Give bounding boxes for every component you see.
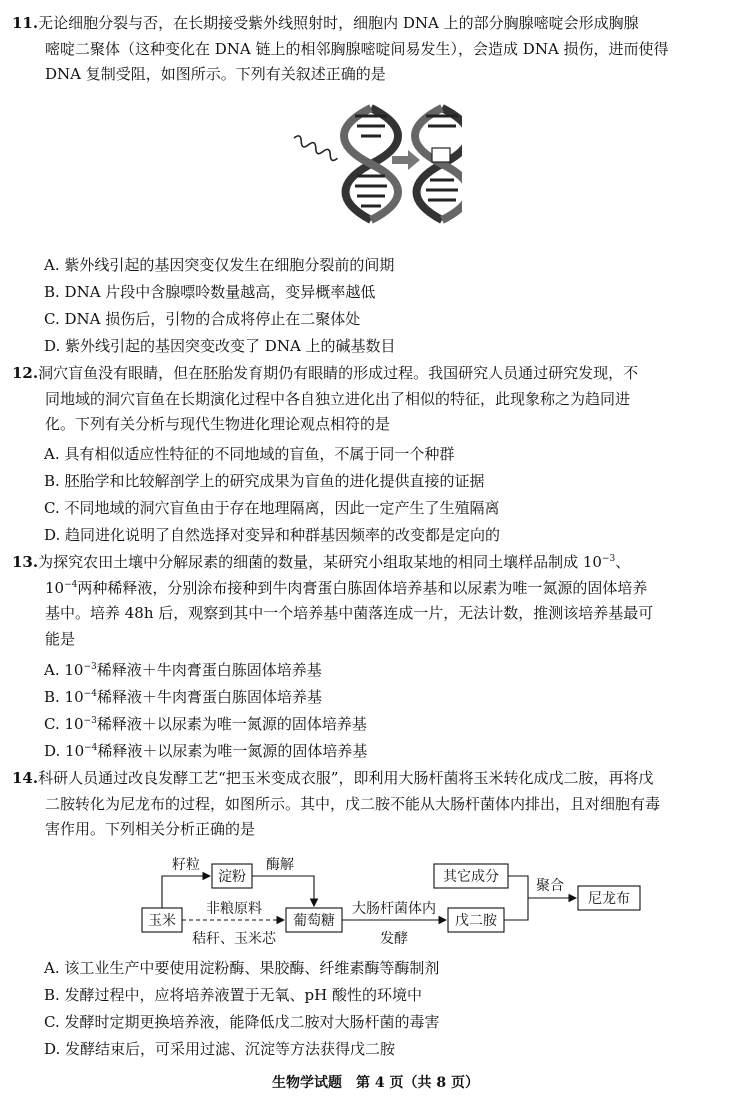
option-a: A. 具有相似适应性特征的不同地域的盲鱼，不属于同一个种群 [44, 445, 455, 463]
question-stem-line: 能是 [45, 629, 76, 648]
option-c: C. 发酵时定期更换培养液，能降低戊二胺对大肠杆菌的毒害 [44, 1013, 440, 1031]
question-stem-line: 嘧啶二聚体（这种变化在 DNA 链上的相邻胸腺嘧啶间易发生），会造成 DNA 损伤，进而使得 [45, 39, 669, 58]
arrow-icon [392, 150, 420, 170]
label-cadaverine: 戊二胺 [455, 913, 497, 929]
label-nylon: 尼龙布 [588, 891, 630, 907]
question-number: 11. [12, 14, 39, 32]
label-ferment: 发酵 [380, 931, 408, 947]
question-stem-line: 害作用。下列相关分析正确的是 [45, 820, 256, 838]
option-b: B. DNA 片段中含腺嘌呤数量越高，变异概率越低 [44, 283, 376, 301]
page-footer: 生物学试题 第 4 页（共 8 页） [272, 1075, 479, 1091]
process-flow-diagram [138, 852, 658, 952]
label-enzyme: 酶解 [266, 857, 294, 873]
question-number: 14. [12, 769, 39, 787]
option-b: B. 胚胎学和比较解剖学上的研究成果为盲鱼的进化提供直接的证据 [44, 472, 485, 490]
label-glucose: 葡萄糖 [293, 913, 335, 929]
uv-ray-icon [292, 134, 339, 162]
question-stem-line: 无论细胞分裂与否，在长期接受紫外线照射时，细胞内 DNA 上的部分胸腺嘧啶会形成胸腺 [38, 14, 639, 32]
question-stem-line: DNA 复制受阻，如图所示。下列有关叙述正确的是 [45, 65, 386, 83]
label-starch: 淀粉 [218, 869, 246, 885]
option-b: B. $10^{-4}$稀释液＋牛肉膏蛋白胨固体培养基 [44, 688, 322, 706]
question-14 [12, 766, 738, 843]
question-number: 13. [12, 553, 39, 571]
dna-helix-right [415, 108, 462, 220]
question-stem-line: 基中。培养 48h 后，观察到其中一个培养基中菌落连成一片，无法计数，推测该培养基最可 [45, 604, 654, 622]
question-12 [12, 361, 738, 438]
option-b: B. 发酵过程中，应将培养液置于无氧、pH 酸性的环境中 [44, 986, 423, 1004]
question-11 [12, 11, 738, 88]
question-13: 13.为探究农田土壤中分解尿素的细菌的数量，某研究小组取某地的相同土壤样品制成 $10^{-3}$、 $10^{-4}$两种稀释液，分别涂布接种到牛肉膏蛋白胨固体培养基和以尿素为唯一氮源的固体培养 基中。培养 48h 后，观察到其中一个培养基中菌落连成一片，无法计数，推测该培养基最可 能是 [12, 550, 738, 652]
option-d: D. $10^{-4}$稀释液＋以尿素为唯一氮源的固体培养基 [44, 742, 368, 760]
option-c: C. 不同地域的洞穴盲鱼由于存在地理隔离，因此一定产生了生殖隔离 [44, 499, 500, 517]
option-d: D. 趋同进化说明了自然选择对变异和种群基因频率的改变都是定向的 [44, 526, 501, 544]
label-corn: 玉米 [148, 913, 176, 929]
label-nongrain: 非粮原料 [206, 901, 262, 917]
label-other: 其它成分 [443, 869, 499, 885]
question-stem-line: 同地域的洞穴盲鱼在长期演化过程中各自独立进化出了相似的特征，此现象称之为趋同进 [45, 389, 631, 408]
question-stem-line: 科研人员通过改良发酵工艺“把玉米变成衣服”，即利用大肠杆菌将玉米转化成戊二胺，再将戊 [38, 769, 654, 787]
dna-damage-figure [292, 100, 462, 228]
option-a: A. $10^{-3}$稀释液＋牛肉膏蛋白胨固体培养基 [44, 661, 322, 679]
question-stem-line: 两种稀释液，分别涂布接种到牛肉膏蛋白胨固体培养基和以尿素为唯一氮源的固体培养 [77, 578, 648, 597]
option-a: A. 该工业生产中要使用淀粉酶、果胶酶、纤维素酶等酶制剂 [44, 959, 440, 977]
option-a: A. 紫外线引起的基因突变仅发生在细胞分裂前的间期 [44, 256, 395, 274]
option-c: C. DNA 损伤后，引物的合成将停止在二聚体处 [44, 310, 361, 328]
label-poly: 聚合 [536, 878, 564, 894]
label-stalk: 秸秆、玉米芯 [192, 931, 276, 947]
question-stem-line: 为探究农田土壤中分解尿素的细菌的数量，某研究小组取某地的相同土壤样品制成 10 [38, 553, 602, 571]
option-c: C. $10^{-3}$稀释液＋以尿素为唯一氮源的固体培养基 [44, 715, 367, 733]
option-d: D. 紫外线引起的基因突变改变了 DNA 上的碱基数目 [44, 337, 396, 355]
option-d: D. 发酵结束后，可采用过滤、沉淀等方法获得戊二胺 [44, 1040, 396, 1058]
label-ecoli: 大肠杆菌体内 [352, 901, 436, 917]
question-number: 12. [12, 364, 39, 382]
question-stem-line: 二胺转化为尼龙布的过程，如图所示。其中，戊二胺不能从大肠杆菌体内排出，且对细胞有毒 [45, 794, 661, 813]
label-grain: 籽粒 [172, 857, 200, 873]
question-stem-line: 洞穴盲鱼没有眼睛，但在胚胎发育期仍有眼睛的形成过程。我国研究人员通过研究发现，不 [38, 364, 639, 382]
dna-helix-left [344, 108, 398, 220]
question-stem-line: 化。下列有关分析与现代生物进化理论观点相符的是 [45, 415, 391, 433]
